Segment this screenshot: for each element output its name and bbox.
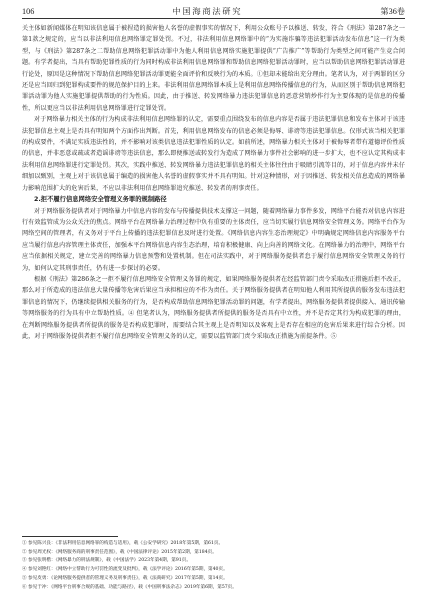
footnote: ⑥ 参见于冲：《网络平台刑事合规的基础、功能与路径》，载《中国刑事法杂志》2019年第6期，第57页。 — [22, 584, 237, 590]
footnote: ② 参见周光权：《网络服务商的刑事责任范围》，载《中国法律评论》2015年第2期，第184页。 — [22, 549, 217, 555]
volume-label: 第36卷 — [380, 6, 405, 16]
paragraph: 对于网络暴力相关主体的行为构成非法利用信息网络罪的认定，需要重点围绕发布的信息内容是否属于违法犯罪信息和发布主体对于该违法犯罪信息主观上是否具有明知两个方面作出判断。首先，利用信息网络发布的信息必须是侮辱、诽谤等违法犯罪信息。仅形式该当相关犯罪的构成要件，不满足实质违法性的，并不影响对该类信息违法犯罪性质的认定。如前所述，网络暴力相关主体对于被侮辱者带有道德评价性质的信息，并非恶意或疏或者造谣诽谤等违法信息，那么即便推送或转发行为造成了网络暴力事件社会影响的进一步扩大，也不应认定其构成非法利用信息网络罪进行定罪处罚。其次，实践中推送、转发网络暴力违法犯罪信息的相关主体往往由于吸睛引流等目的，对于信息内容并未仔细加以甄别，主观上对于该信息属于编造的损害他人名誉的虚假事实并不具有明知。针对这种情形，对于因推送、转发相关信息造成的网络暴力影响范围扩大的危害后果，不应以非法利用信息网络罪追究推送、转发者的刑事责任。 — [22, 116, 405, 192]
paragraph: 根据《刑法》第286条之一拒不履行信息网络安全管理义务罪的规定，如果网络服务提供者在经监管部门责令采取改正措施后拒不改正，那么对于所造成的违法信息大量传播等危害后果应当承担相应的不作为责任。关于网络服务提供者在明知他人利用其所提供的服务发布违法犯罪信息的情况下，仍继续提供相关服务的行为，是否构成帮助信息网络犯罪活动罪的问题，有学者提出，网络服务提供者提供接入、通讯传输等网络服务的行为具有中立帮助性质。④ 但笔者认为，网络服务提供者所提供的服务是否具有中立性，并不是否定其行为构成犯罪的理由，在判断网络服务提供者所提供的服务是否构成犯罪时，需要结合其主观上是否明知以及客观上是否存在相应的危害后果来进行综合分析。因此，对于网络服务提供者拒不履行信息网络安全管理义务的认定，需要以监管部门责令采取改正措施为前提条件。⑤ — [22, 275, 405, 340]
journal-title: 中国海商法研究 — [172, 6, 243, 16]
footnote: ① 参见陈兴良：《非法利用信息网络罪的构造与适用》，载《公安学研究》2018年第5期，第61页。 — [22, 541, 224, 546]
footnote: ④ 参见刘艳红：《网络中立帮助行为可罚性的流变及批判》，载《法学评论》2016年第5期，第40页。 — [22, 567, 228, 573]
page-number: 106 — [22, 6, 35, 16]
paragraph: 对于网络服务提供者对于网络暴力中信息内容的发布与传播提供技术支撑这一问题，随着网络暴力事件多发，网络平台能否对信息内容进行有效监管成为公众关注的焦点。网络平台在网络暴力治理过程中负有重要的主体责任，应当切实履行信息网络安全管理义务。网络平台作为网络空间的管理者，有义务对于平台上传播的违法犯罪信息及时进行处置。《网络信息内容生态治理规定》中明确规定网络信息内容服务平台应当履行信息内容管理主体责任，加强本平台网络信息内容生态治理，培育积极健康、向上向善的网络文化。在网络暴力的治理中，网络平台应当依据相关规定，建立完善的网络暴力信息预警和处置机制。但在司法实践中，对于网络服务提供者怠于履行信息网络安全管理义务的行为，如何认定其刑事责任，仍有进一步探讨的必要。 — [22, 207, 405, 272]
footnote-rule — [22, 536, 118, 537]
section-heading: 2.拒不履行信息网络安全管理义务罪的规制路径 — [34, 196, 167, 204]
footnote: ⑤ 参见皮勇：《论网络服务提供者的管理义务及刑事责任》，载《法商研究》2017年第5期，第14页。 — [22, 575, 228, 581]
running-header — [22, 5, 405, 17]
header-rule — [22, 18, 405, 19]
footnotes — [22, 540, 405, 592]
footnote: ③ 参见张明楷：《网络暴力的刑法规制》，载《中国法学》2023年第4期，第91页。 — [22, 558, 191, 564]
article-body — [22, 23, 405, 342]
paragraph: 关主体如新闻媒体在明知该信息属于被捏造的损害他人名誉的虚假事实的情况下，利用公众账号予以推送、转发，符合《刑法》第287条之一第1款之规定的，应当以非法利用信息网络罪定罪处罚。不过，非法利用信息网络罪中的“为实施诈骗等违法犯罪活动发布信息”这一行为类型，与《刑法》第287条之二帮助信息网络犯罪活动罪中为他人利用信息网络实施犯罪提供“广告推广”等帮助行为类型之间可能产生竞合问题。有学者提出，当具有帮助犯罪性质的行为同时构成非法利用信息网络罪和帮助信息网络犯罪活动罪时，应当以帮助信息网络犯罪活动罪进行论处，原因是这种情况下帮助信息网络犯罪活动罪更能全面评价和反映行为的本质。①但却未能给出充分理由。笔者认为，对于两罪的区分还是应当回归到犯罪构成要件的规范保护目的上来。非法利用信息网络罪本质上是利用信息网络传播信息的行为，从而区别于帮助信息网络犯罪活动罪为他人实施犯罪提供帮助的行为性质。因此，由于推送、转发网络暴力违法犯罪信息的恶意营销炒作行为主要体现的是信息的传播性，所以更应当以非法利用信息网络罪进行定罪处罚。 — [22, 25, 405, 112]
